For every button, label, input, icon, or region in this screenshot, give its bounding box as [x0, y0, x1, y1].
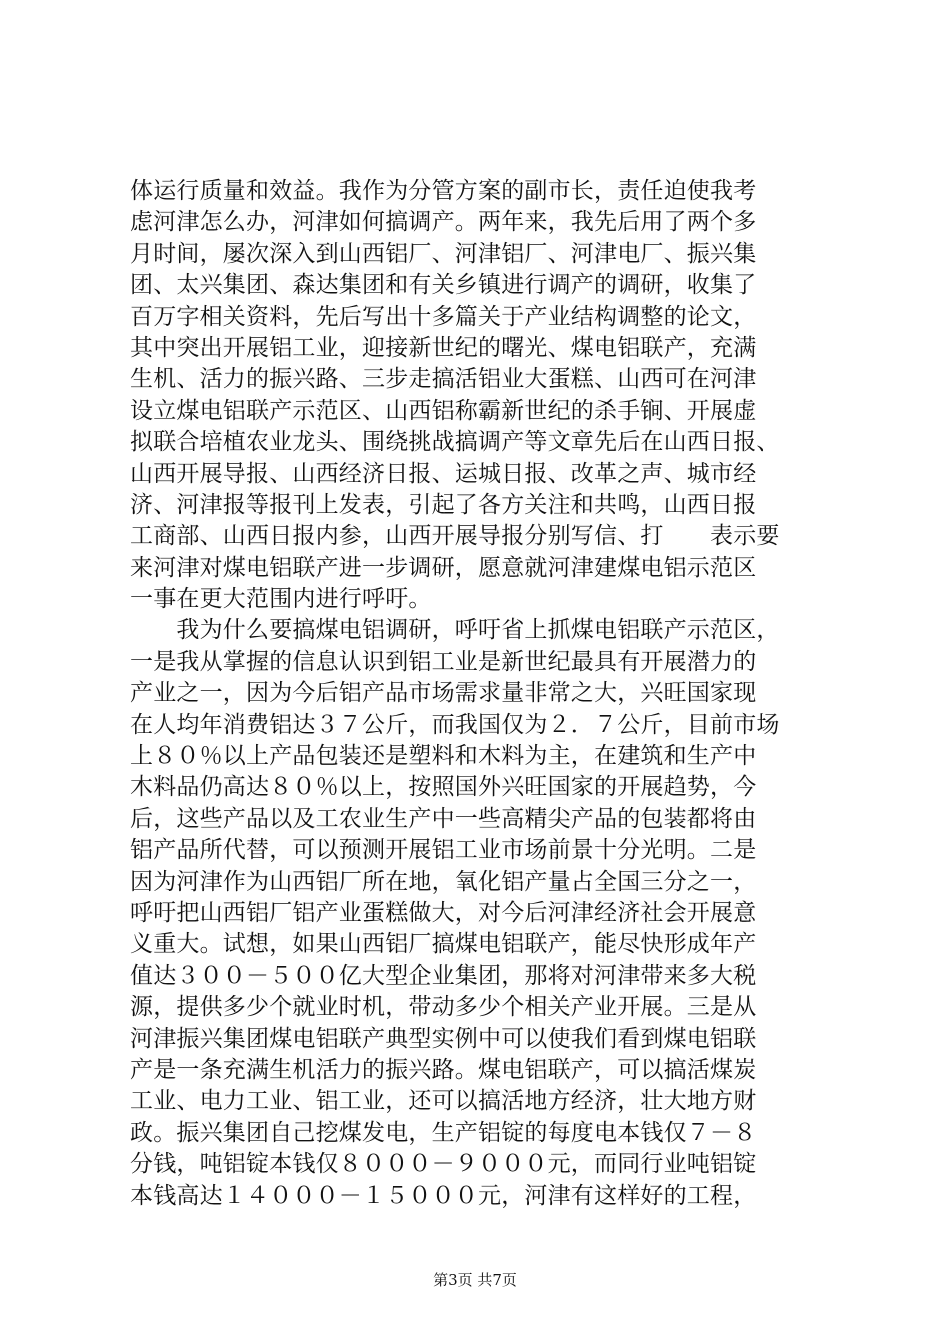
text-line: 因为河津作为山西铝厂所在地，氧化铝产量占全国三分之一，	[130, 868, 757, 895]
text-line: 值达３００－５００亿大型企业集团，那将对河津带来多大税	[130, 962, 757, 989]
text-line: 木料品仍高达８０％以上，按照国外兴旺国家的开展趋势，今	[130, 774, 757, 801]
text-line: 呼吁把山西铝厂铝产业蛋糕做大，对今后河津经济社会开展意	[130, 899, 757, 926]
text-line: 本钱高达１４０００－１５０００元，河津有这样好的工程，	[130, 1182, 757, 1209]
text-line: 产是一条充满生机活力的振兴路。煤电铝联产，可以搞活煤炭	[130, 1056, 757, 1083]
text-line: 在人均年消费铝达３７公斤，而我国仅为２．７公斤，目前市场	[130, 711, 780, 738]
text-line: 生机、活力的振兴路、三步走搞活铝业大蛋糕、山西可在河津	[130, 366, 757, 393]
text-line: 山西开展导报、山西经济日报、运城日报、改革之声、城市经	[130, 460, 757, 487]
text-line: 拟联合培植农业龙头、围绕挑战搞调产等文章先后在山西日报、	[130, 429, 780, 456]
document-body	[130, 176, 830, 1212]
text-line: 河津振兴集团煤电铝联产典型实例中可以使我们看到煤电铝联	[130, 1025, 757, 1052]
text-line: 虑河津怎么办，河津如何搞调产。两年来，我先后用了两个多	[130, 209, 757, 236]
text-line: 源，提供多少个就业时机，带动多少个相关产业开展。三是从	[130, 994, 757, 1021]
paragraph-start-line: 我为什么要搞煤电铝调研，呼吁省上抓煤电铝联产示范区，	[130, 617, 780, 644]
text-line: 百万字相关资料，先后写出十多篇关于产业结构调整的论文，	[130, 303, 757, 330]
text-line: 一是我从掌握的信息认识到铝工业是新世纪最具有开展潜力的	[130, 648, 757, 675]
text-line: 后，这些产品以及工农业生产中一些高精尖产品的包装都将由	[130, 805, 757, 832]
text-line: 体运行质量和效益。我作为分管方案的副市长，责任迫使我考	[130, 178, 757, 204]
page-number-footer: 第3页 共7页	[433, 1271, 517, 1289]
text-line: 团、太兴集团、森达集团和有关乡镇进行调产的调研，收集了	[130, 272, 757, 299]
text-line: 一事在更大范围内进行呼吁。	[130, 586, 432, 613]
text-line: 政。振兴集团自己挖煤发电，生产铝锭的每度电本钱仅７－８	[130, 1119, 757, 1146]
text-line: 分钱，吨铝锭本钱仅８０００－９０００元，而同行业吨铝锭	[130, 1151, 757, 1178]
text-line: 工商部、山西日报内参，山西开展导报分别写信、打 表示要	[130, 523, 780, 550]
text-line: 工业、电力工业、铝工业，还可以搞活地方经济，壮大地方财	[130, 1088, 757, 1115]
text-line: 其中突出开展铝工业，迎接新世纪的曙光、煤电铝联产，充满	[130, 334, 757, 361]
text-line: 月时间，屡次深入到山西铝厂、河津铝厂、河津电厂、振兴集	[130, 240, 757, 267]
text-line: 来河津对煤电铝联产进一步调研，愿意就河津建煤电铝示范区	[130, 554, 757, 581]
text-line: 义重大。试想，如果山西铝厂搞煤电铝联产，能尽快形成年产	[130, 931, 757, 958]
text-line: 铝产品所代替，可以预测开展铝工业市场前景十分光明。二是	[130, 837, 757, 864]
text-line: 上８０％以上产品包装还是塑料和木料为主，在建筑和生产中	[130, 743, 757, 770]
text-line: 设立煤电铝联产示范区、山西铝称霸新世纪的杀手锏、开展虚	[130, 397, 757, 424]
text-line: 产业之一，因为今后铝产品市场需求量非常之大，兴旺国家现	[130, 680, 757, 707]
text-line: 济、河津报等报刊上发表，引起了各方关注和共鸣，山西日报	[130, 491, 757, 518]
